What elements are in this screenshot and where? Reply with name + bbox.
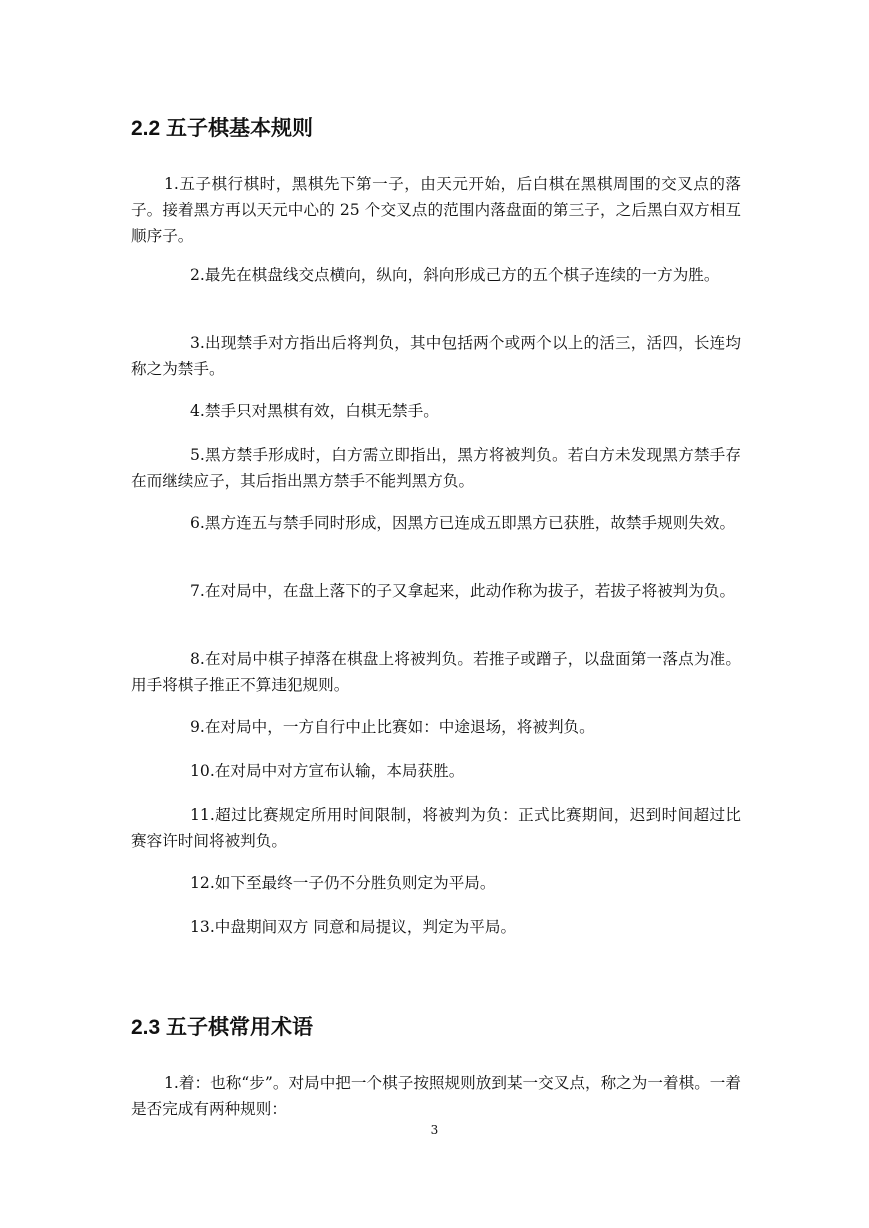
page-number: 3	[430, 1123, 439, 1137]
rule-item-8: 8.在对局中棋子掉落在棋盘上将被判负。若推子或蹭子，以盘面第一落点为准。用手将棋子推正不算违犯规则。	[131, 650, 741, 694]
rule-item-9: 9.在对局中，一方自行中止比赛如：中途退场，将被判负。	[190, 718, 595, 736]
rule-item-2: 2.最先在棋盘线交点横向，纵向，斜向形成己方的五个棋子连续的一方为胜。	[190, 266, 720, 284]
rule-item-6: 6.黑方连五与禁手同时形成，因黑方已连成五即黑方已获胜，故禁手规则失效。	[190, 514, 736, 532]
rule-item-4: 4.禁手只对黑棋有效，白棋无禁手。	[190, 402, 439, 420]
rule-item-13: 13.中盘期间双方 同意和局提议，判定为平局。	[190, 918, 517, 936]
rule-item-11: 11.超过比赛规定所用时间限制，将被判为负：正式比赛期间，迟到时间超过比赛容许时间将被判负。	[131, 806, 741, 850]
rule-item-5: 5.黑方禁手形成时，白方需立即指出，黑方将被判负。若白方未发现黑方禁手存在而继续应子，其后指出黑方禁手不能判黑方负。	[131, 446, 741, 490]
rule-item-10: 10.在对局中对方宣布认输，本局获胜。	[190, 762, 465, 780]
rule-item-3: 3.出现禁手对方指出后将判负，其中包括两个或两个以上的活三，活四，长连均称之为禁手。	[131, 334, 741, 378]
rule-item-7: 7.在对局中，在盘上落下的子又拿起来，此动作称为拔子，若拔子将被判为负。	[190, 582, 736, 600]
rule-item-12: 12.如下至最终一子仍不分胜负则定为平局。	[190, 874, 496, 892]
term-item-1: 1.着：也称“步”。对局中把一个棋子按照规则放到某一交叉点，称之为一着棋。一着是否完成有两种规则：	[131, 1074, 741, 1118]
section-heading-basic-rules: 2.2 五子棋基本规则	[131, 117, 314, 140]
rule-item-1: 1.五子棋行棋时，黑棋先下第一子，由天元开始，后白棋在黑棋周围的交叉点的落子。接着黑方再以天元中心的 25 个交叉点的范围内落盘面的第三子，之后黑白双方相互顺序子。	[131, 175, 741, 245]
section-heading-common-terms: 2.3 五子棋常用术语	[131, 1016, 314, 1039]
